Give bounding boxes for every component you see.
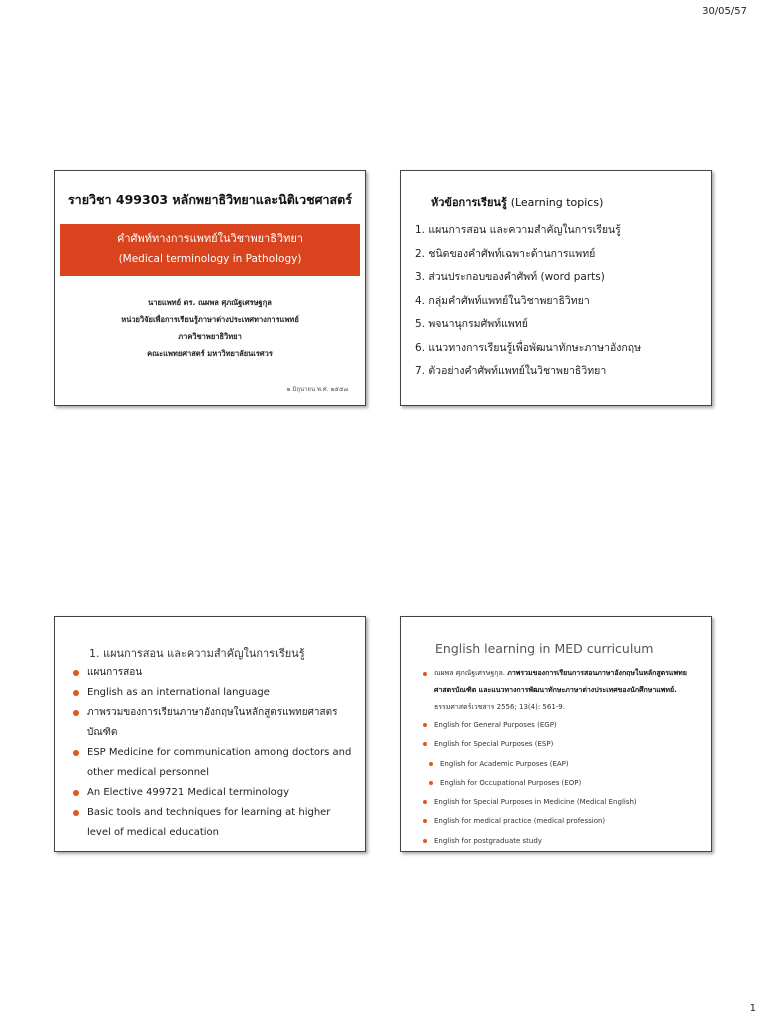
list-item: English for Special Purposes (ESP) [423, 735, 703, 754]
list-item: 7. ตัวอย่างคำศัพท์แพทย์ในวิชาพยาธิวิทยา [415, 365, 607, 377]
slide-english-learning [400, 616, 712, 852]
list-item: ESP Medicine for communication among doctors and other medical personnel [73, 743, 357, 783]
list-item: English for medical practice (medical profession) [423, 812, 703, 831]
author-faculty: คณะแพทยศาสตร์ มหาวิทยาลัยนเรศวร [147, 349, 273, 358]
reference-author: ณผพล ศุภณัฐเศรษฐกุล. [434, 669, 505, 677]
list-item: English for General Purposes (EGP) [423, 716, 703, 735]
author-unit: หน่วยวิจัยเพื่อการเรียนรู้ภาษาต่างประเทศทางการแพทย์ [121, 315, 299, 324]
bullet-list [73, 663, 357, 843]
page-number: 1 [749, 1003, 756, 1014]
list-item: 3. ส่วนประกอบของคำศัพท์ (word parts) [415, 271, 605, 283]
author-department: ภาควิชาพยาธิวิทยา [178, 332, 242, 341]
bullet-list [423, 665, 703, 851]
list-item: English for Special Purposes in Medicine (Medical English) [423, 793, 703, 812]
slide-title-frame [60, 176, 360, 400]
subtitle-band [60, 224, 360, 276]
course-title: รายวิชา 499303 หลักพยาธิวิทยาและนิติเวชศาสตร์ [67, 192, 353, 207]
list-item: 6. แนวทางการเรียนรู้เพื่อพัฒนาทักษะภาษาอังกฤษ [415, 341, 642, 354]
list-item: 1. แผนการสอน และความสำคัญในการเรียนรู้ [415, 224, 621, 236]
list-item: Basic tools and techniques for learning at higher level of medical education [73, 803, 357, 843]
list-item: แผนการสอน [73, 663, 357, 683]
reference-item [423, 665, 703, 716]
author-block [60, 294, 360, 362]
list-item: 4. กลุ่มคำศัพท์แพทย์ในวิชาพยาธิวิทยา [415, 294, 590, 307]
list-item: 5. พจนานุกรมศัพท์แพทย์ [415, 318, 528, 330]
topics-list [415, 219, 641, 384]
heading-thai: หัวข้อการเรียนรู้ [431, 196, 507, 209]
author-name: นายแพทย์ ดร. ณผพล ศุภณัฐเศรษฐกุล [148, 298, 272, 307]
list-item: 2. ชนิดของคำศัพท์เฉพาะด้านการแพทย์ [415, 247, 596, 260]
sub-list-item: English for Occupational Purposes (EOP) [429, 774, 703, 793]
list-item: English for postgraduate study [423, 832, 703, 851]
slide-date: ๒ มิถุนายน พ.ศ. ๒๕๕๗ [286, 386, 348, 393]
slide-title: English learning in MED curriculum [435, 641, 654, 656]
slide-learning-topics [400, 170, 712, 406]
list-item: ภาพรวมของการเรียนภาษาอังกฤษในหลักสูตรแพทยศาสตรบัณฑิต [73, 703, 357, 743]
reference-journal: ธรรมศาสตร์เวชสาร 2556; 13(4): 561-9. [434, 703, 565, 711]
list-item: English as an international language [73, 683, 357, 703]
slide-heading [431, 193, 603, 211]
sub-list-item: English for Academic Purposes (EAP) [429, 755, 703, 774]
slide-title [54, 170, 366, 406]
reference-title: ภาพรวมของการเรียนการสอนภาษาอังกฤษในหลักสูตรแพทยศาสตรบัณฑิต และแนวทางการพัฒนาทักษะภาษาต่างประเทศของนักศึกษาแพทย์. [434, 669, 687, 694]
subtitle-thai: คำศัพท์ทางการแพทย์ในวิชาพยาธิวิทยา [117, 232, 303, 245]
list-item: An Elective 499721 Medical terminology [73, 783, 357, 803]
heading-english: (Learning topics) [510, 196, 604, 209]
page-date: 30/05/57 [702, 6, 747, 17]
slide-teaching-plan [54, 616, 366, 852]
subtitle-english: (Medical terminology in Pathology) [118, 253, 302, 265]
slide-title: 1. แผนการสอน และความสำคัญในการเรียนรู้ [89, 647, 305, 660]
